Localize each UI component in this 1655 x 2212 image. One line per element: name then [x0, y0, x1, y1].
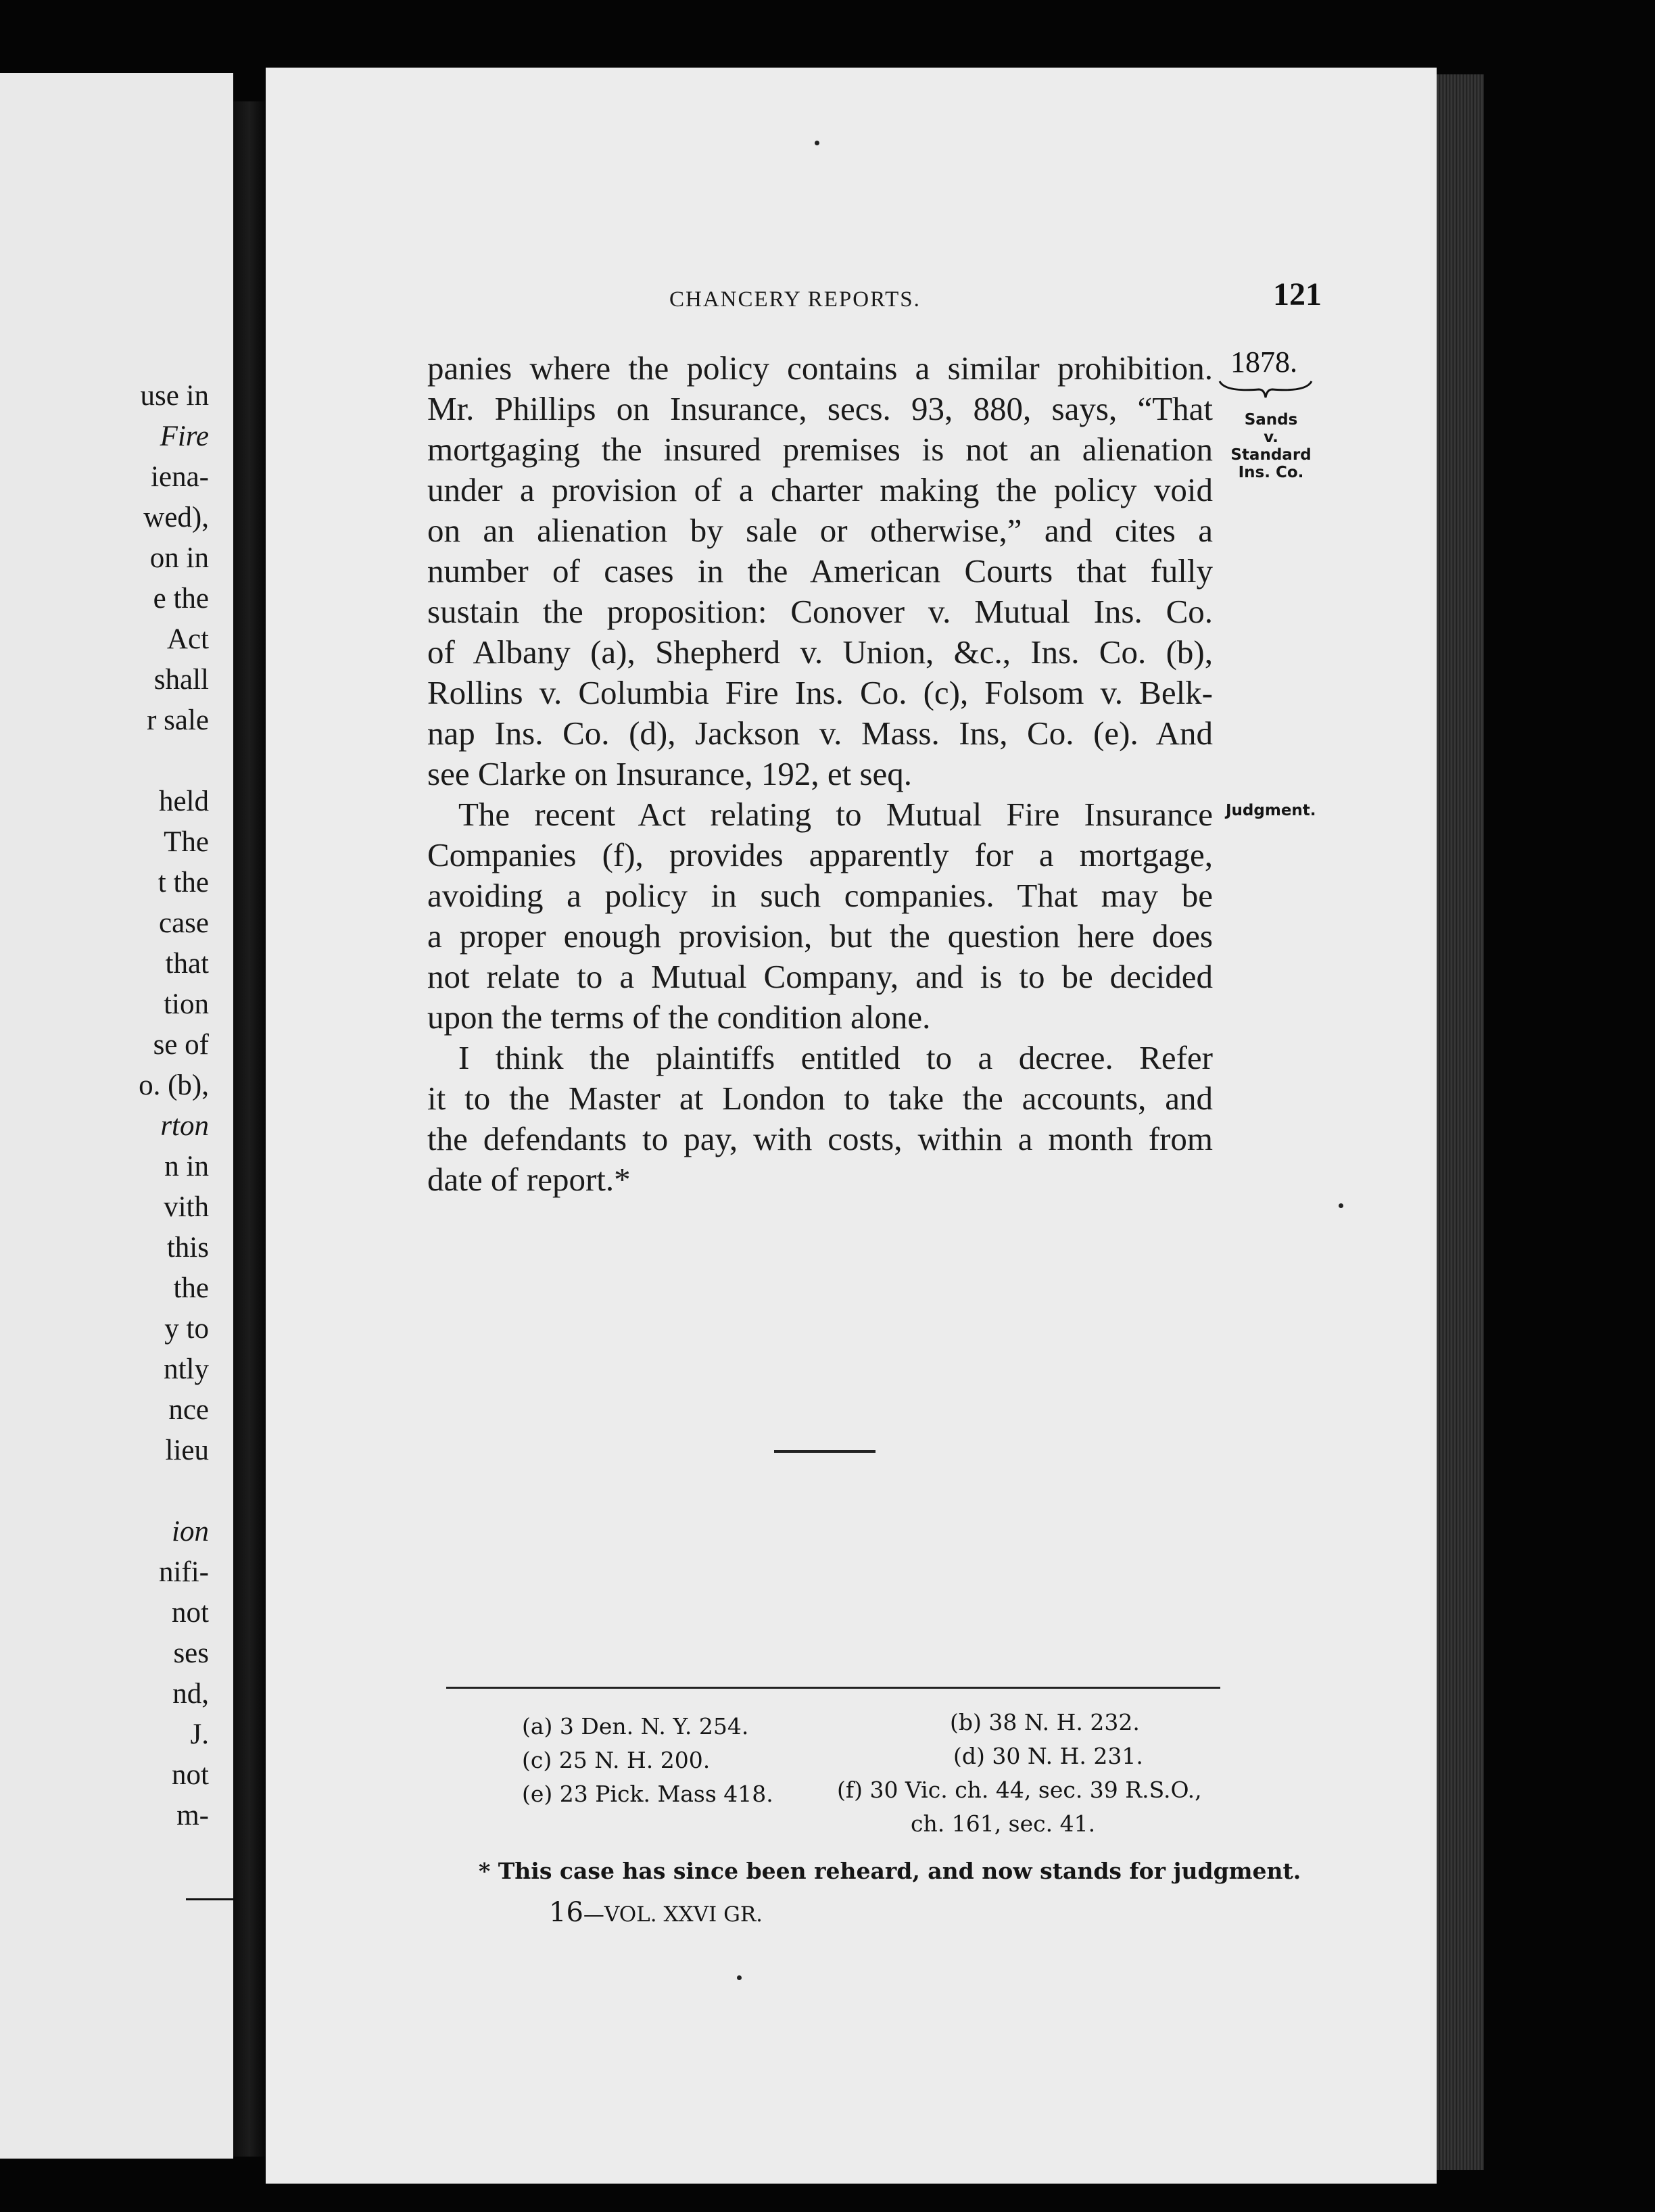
previous-page-line: ntly: [164, 1353, 209, 1385]
margin-case-line: v.: [1264, 429, 1278, 446]
signature-number: 16: [549, 1897, 583, 1928]
previous-page-line: iena-: [151, 461, 209, 493]
margin-case-name: [1220, 411, 1322, 481]
body-line: sustain the proposition: Conover v. Mutual Ins. Co.: [427, 593, 1213, 630]
previous-page-line: Act: [166, 623, 209, 655]
body-line: Mr. Phillips on Insurance, secs. 93, 880, says, “That: [427, 390, 1213, 427]
previous-page-line: y to: [164, 1313, 209, 1345]
footnote-b: (b) 38 N. H. 232.: [950, 1709, 1140, 1735]
body-line: not relate to a Mutual Company, and is to be decided: [427, 958, 1213, 995]
section-rule: [774, 1450, 876, 1453]
body-line: of Albany (a), Shepherd v. Union, &c., Ins. Co. (b),: [427, 633, 1213, 671]
print-speck: [815, 141, 819, 145]
body-line: under a provision of a charter making the policy void: [427, 471, 1213, 508]
body-line: it to the Master at London to take the accounts, and: [427, 1080, 1213, 1117]
body-line: The recent Act relating to Mutual Fire Insurance: [458, 796, 1213, 833]
previous-page-line: nd,: [172, 1678, 209, 1710]
body-line: avoiding a policy in such companies. That may be: [427, 877, 1213, 914]
footnote-f-continued: ch. 161, sec. 41.: [911, 1810, 1096, 1837]
previous-page-line: r sale: [147, 704, 209, 736]
body-line: see Clarke on Insurance, 192, et seq.: [427, 755, 913, 792]
body-line: date of report.*: [427, 1161, 631, 1198]
previous-page-line: n in: [164, 1151, 209, 1182]
body-line: mortgaging the insured premises is not an alienation: [427, 431, 1213, 468]
previous-page-line: o. (b),: [139, 1069, 209, 1101]
previous-page-line: nce: [168, 1394, 209, 1426]
footnote-rule: [446, 1687, 1220, 1689]
previous-page-rule: [186, 1898, 233, 1900]
body-line: a proper enough provision, but the question here does: [427, 917, 1213, 955]
page-edges: [1437, 74, 1484, 2170]
margin-judgment: Judgment.: [1226, 802, 1316, 819]
previous-page: [0, 73, 233, 2159]
body-line: panies where the policy contains a similar prohibition.: [427, 350, 1213, 387]
footnote-a: (a) 3 Den. N. Y. 254.: [522, 1713, 749, 1739]
body-line: Rollins v. Columbia Fire Ins. Co. (c), Folsom v. Belk-: [427, 674, 1213, 711]
previous-page-line: The: [164, 826, 209, 858]
margin-year: 1878.: [1230, 345, 1297, 379]
body-text: [427, 348, 1213, 1200]
margin-case-line: Sands: [1244, 411, 1298, 429]
previous-page-line: ion: [172, 1516, 209, 1547]
previous-page-line: Fire: [160, 420, 209, 452]
previous-page-line: not: [172, 1759, 209, 1791]
footnote-f: (f) 30 Vic. ch. 44, sec. 39 R.S.O.,: [837, 1777, 1202, 1803]
previous-page-line: se of: [153, 1029, 209, 1061]
previous-page-line: m-: [176, 1800, 209, 1831]
previous-page-line: use in: [140, 380, 209, 412]
previous-page-line: e the: [153, 583, 209, 615]
footnote-c: (c) 25 N. H. 200.: [522, 1747, 711, 1773]
case-note: * This case has since been reheard, and now stands for judgment.: [479, 1858, 1301, 1884]
previous-page-line: rton: [160, 1110, 209, 1142]
previous-page-line: nifi-: [158, 1556, 209, 1588]
signature-volume: —VOL. XXVI GR.: [583, 1902, 763, 1927]
previous-page-line: on in: [149, 542, 209, 574]
footnote-d: (d) 30 N. H. 231.: [953, 1743, 1143, 1769]
running-head: CHANCERY REPORTS.: [669, 287, 921, 312]
previous-page-line: J.: [190, 1718, 209, 1750]
body-line: number of cases in the American Courts that fully: [427, 552, 1213, 590]
previous-page-line: wed),: [143, 502, 209, 533]
previous-page-line: not: [172, 1597, 209, 1629]
previous-page-line: case: [159, 907, 209, 939]
print-speck: [737, 1975, 742, 1980]
previous-page-line: ses: [173, 1637, 209, 1669]
previous-page-line: shall: [153, 664, 209, 696]
previous-page-line: t the: [158, 867, 209, 898]
body-line: Companies (f), provides apparently for a mortgage,: [427, 836, 1213, 873]
body-line: I think the plaintiffs entitled to a decree. Refer: [458, 1039, 1213, 1076]
previous-page-line: held: [158, 786, 209, 817]
print-speck: [1339, 1203, 1343, 1208]
page-number: 121: [1273, 276, 1322, 312]
body-line: on an alienation by sale or otherwise,” and cites a: [427, 512, 1213, 549]
margin-case-line: Ins. Co.: [1238, 464, 1304, 481]
body-line: nap Ins. Co. (d), Jackson v. Mass. Ins, Co. (e). And: [427, 715, 1213, 752]
previous-page-line: vith: [164, 1191, 209, 1223]
previous-page-line: this: [166, 1232, 209, 1264]
body-line: the defendants to pay, with costs, within a month from: [427, 1120, 1213, 1157]
printer-signature: [549, 1897, 763, 1928]
previous-page-line: lieu: [165, 1435, 209, 1466]
brace-icon: [1218, 379, 1313, 399]
previous-page-line: that: [165, 948, 209, 980]
margin-case-line: Standard: [1230, 446, 1312, 464]
previous-page-line: tion: [164, 988, 209, 1020]
book-gutter: [233, 101, 266, 2157]
previous-page-line: the: [173, 1272, 209, 1304]
body-line: upon the terms of the condition alone.: [427, 999, 931, 1036]
footnote-e: (e) 23 Pick. Mass 418.: [522, 1781, 773, 1807]
